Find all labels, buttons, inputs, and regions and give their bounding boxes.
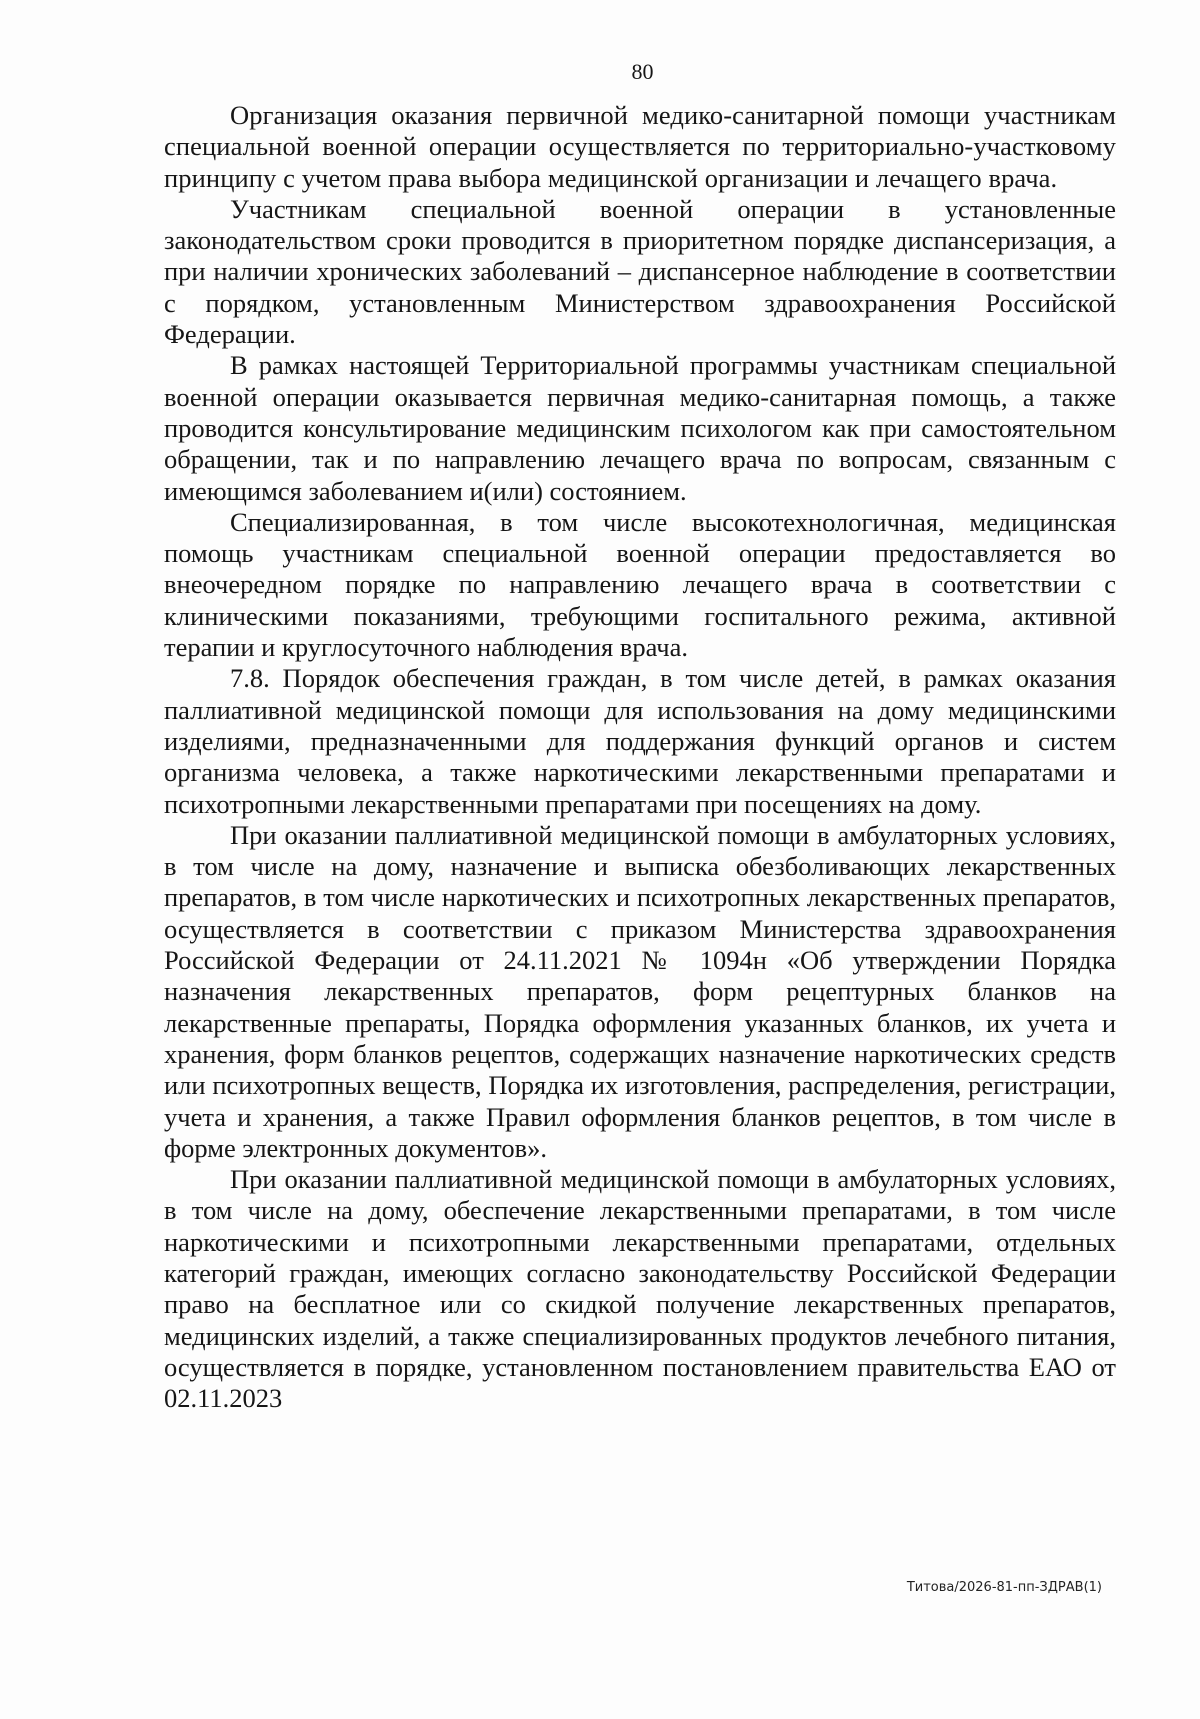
paragraph-medication-provision: При оказании паллиативной медицинской помощи в амбулаторных условиях, в том числе на дому, обеспечение лекарственными препаратами, в том числе наркотическими и психотропными лекарственными препаратами, отдельных категорий граждан, имеющих согласно законодательству Российской Федерации право на бесплатное или со скидкой получение лекарственных препаратов, медицинских изделий, а также специализированных продуктов лечебного питания, осуществляется в порядке, установленном постановлением правительства ЕАО от 02.11.2023 xyxy=(164,1164,1116,1414)
paragraph-prescription-order: При оказании паллиативной медицинской помощи в амбулаторных условиях, в том числе на дому, назначение и выписка обезболивающих лекарственных препаратов, в том числе наркотических и психотропных лекарственных препаратов, осуществляется в соответствии с приказом Министерства здравоохранения Российской Федерации от 24.11.2021 № 1094н «Об утверждении Порядка назначения лекарственных препаратов, форм рецептурных бланков на лекарственные препараты, Порядка оформления указанных бланков, их учета и хранения, форм бланков рецептов, содержащих назначение наркотических средств или психотропных веществ, Порядка их изготовления, распределения, регистрации, учета и хранения, а также Правил оформления бланков рецептов, в том числе в форме электронных документов». xyxy=(164,819,1116,1163)
paragraph-dispensary-observation: Участникам специальной военной операции в установленные законодательством сроки проводится в приоритетном порядке диспансеризация, а при наличии хронических заболеваний – диспансерное наблюдение в соответствии с порядком, установленным Министерством здравоохранения Российской Федерации. xyxy=(164,193,1116,350)
document-body xyxy=(164,100,1116,1414)
paragraph-section-7-8-heading: 7.8. Порядок обеспечения граждан, в том числе детей, в рамках оказания паллиативной медицинской помощи для использования на дому медицинскими изделиями, предназначенными для поддержания функций органов и систем организма человека, а также наркотическими лекарственными препаратами и психотропными лекарственными препаратами при посещениях на дому. xyxy=(164,663,1116,819)
page-number: 80 xyxy=(631,59,654,84)
paragraph-primary-care-organization: Организация оказания первичной медико-санитарной помощи участникам специальной военной операции осуществляется по территориально-участковому принципу с учетом права выбора медицинской организации и лечащего врача. xyxy=(164,100,1116,193)
paragraph-psychologist-consultation: В рамках настоящей Территориальной программы участникам специальной военной операции оказывается первичная медико-санитарная помощь, а также проводится консультирование медицинским психологом как при самостоятельном обращении, так и по направлению лечащего врача по вопросам, связанным с имеющимся заболеванием и(или) состоянием. xyxy=(164,350,1116,506)
paragraph-specialized-care: Специализированная, в том числе высокотехнологичная, медицинская помощь участникам специальной военной операции предоставляется во внеочередном порядке по направлению лечащего врача в соответствии с клиническими показаниями, требующими госпитального режима, активной терапии и круглосуточного наблюдения врача. xyxy=(164,506,1116,663)
document-footer-stamp: Титова/2026-81-пп-ЗДРАВ(1) xyxy=(906,1580,1102,1595)
